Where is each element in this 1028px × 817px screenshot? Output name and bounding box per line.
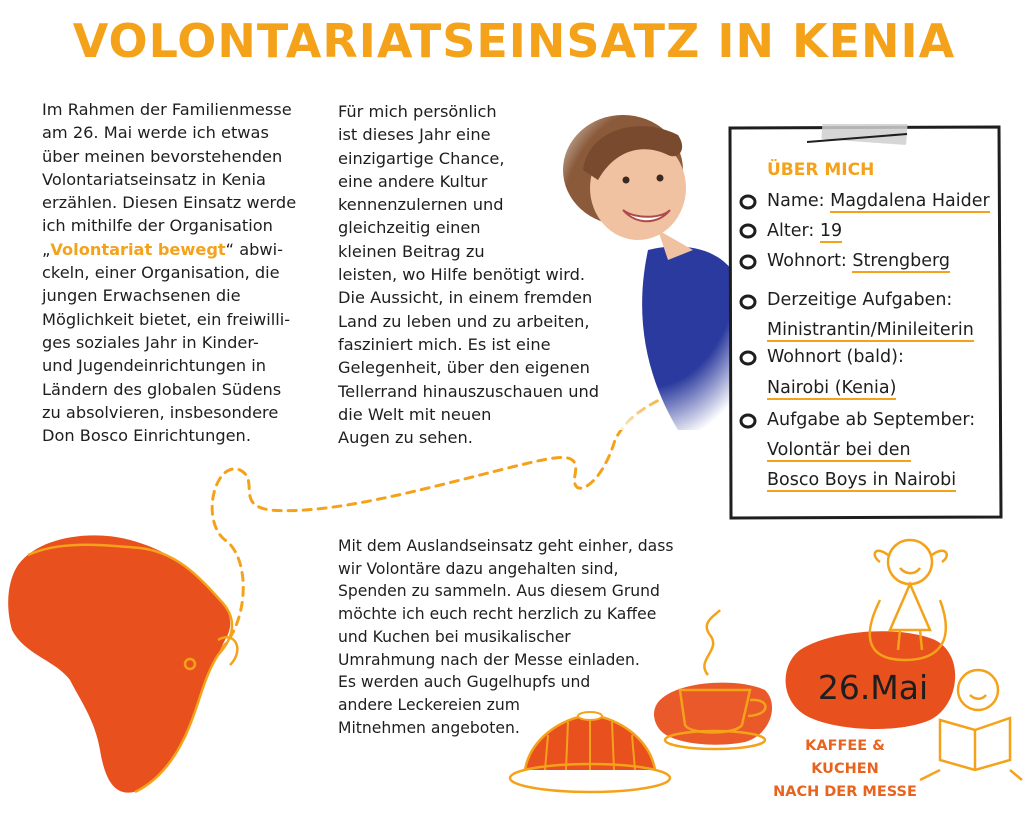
intro-line: am 26. Mai werde ich etwas xyxy=(42,123,269,143)
donation-text xyxy=(338,535,718,739)
future-home-label: Wohnort (bald): xyxy=(767,347,904,367)
org-quote-open: „ xyxy=(42,239,51,259)
event-caption-line2: NACH DER MESSE xyxy=(773,784,917,800)
intro-line: Volontariatseinsatz in Kenia xyxy=(42,169,266,189)
intro-line: über meinen bevorstehenden xyxy=(42,146,283,166)
personal-line: Tellerrand hinauszuschauen und xyxy=(338,381,599,401)
intro-line: jungen Erwachsenen die xyxy=(42,286,241,306)
september-value-wrap-2 xyxy=(767,470,956,490)
personal-line: Die Aussicht, in einem fremden xyxy=(338,288,593,308)
personal-line: Gelegenheit, über den eigenen xyxy=(338,358,590,378)
september-value-wrap-1 xyxy=(767,440,911,460)
donation-line: möchte ich euch recht herzlich zu Kaffee xyxy=(338,605,657,624)
personal-line: eine andere Kultur xyxy=(338,171,488,191)
donation-line: Spenden zu sammeln. Aus diesem Grund xyxy=(338,582,660,601)
donation-line: wir Volontäre dazu angehalten sind, xyxy=(338,559,619,578)
home-value: Strengberg xyxy=(852,251,951,271)
donation-line: und Kuchen bei musikalischer xyxy=(338,627,571,646)
september-value-line1: Volontär bei den xyxy=(767,440,911,460)
name-label: Name: xyxy=(767,191,825,211)
personal-line: leisten, wo Hilfe benötigt wird. xyxy=(338,265,586,285)
page-title: VOLONTARIATSEINSATZ IN KENIA xyxy=(72,14,956,68)
age-value: 19 xyxy=(819,221,843,241)
intro-line: ich mithilfe der Organisation xyxy=(42,216,273,236)
event-date: 26.Mai xyxy=(817,668,929,707)
personal-line: fasziniert mich. Es ist eine xyxy=(338,334,551,354)
tasks-value-wrap xyxy=(767,320,974,340)
future-home-value: Nairobi (Kenia) xyxy=(767,378,897,398)
intro-line: ges soziales Jahr in Kinder- xyxy=(42,332,259,352)
intro-line: und Jugendeinrichtungen in xyxy=(42,356,267,376)
intro-line: erzählen. Diesen Einsatz werde xyxy=(42,193,297,213)
donation-line: Umrahmung nach der Messe einladen. xyxy=(338,650,640,669)
org-quote-close: “ abwi- xyxy=(225,239,283,259)
personal-line: Für mich persönlich xyxy=(338,102,497,121)
intro-line: Im Rahmen der Familienmesse xyxy=(42,100,292,119)
donation-line: Mitnehmen angeboten. xyxy=(338,718,520,737)
donation-line: andere Leckereien zum xyxy=(338,695,520,714)
september-value-line2: Bosco Boys in Nairobi xyxy=(767,470,957,490)
intro-line: Don Bosco Einrichtungen. xyxy=(42,426,251,446)
personal-line: die Welt mit neuen xyxy=(338,404,492,424)
event-caption-line1: KAFFEE & KUCHEN xyxy=(805,738,885,777)
event-caption xyxy=(770,735,920,804)
donation-line: Es werden auch Gugelhupfs und xyxy=(338,673,591,692)
tasks-value: Ministrantin/Minileiterin xyxy=(767,320,974,340)
card-heading: ÜBER MICH xyxy=(767,160,875,180)
card-home-row xyxy=(767,251,950,271)
personal-line: Land zu leben und zu arbeiten, xyxy=(338,311,590,331)
intro-line: Möglichkeit bietet, ein freiwilli- xyxy=(42,309,291,329)
personal-line: einzigartige Chance, xyxy=(338,148,505,168)
home-label: Wohnort: xyxy=(767,251,847,271)
name-value: Magdalena Haider xyxy=(830,191,990,211)
september-label: Aufgabe ab September: xyxy=(767,410,976,430)
intro-line: Ländern des globalen Südens xyxy=(42,379,282,399)
tasks-label: Derzeitige Aufgaben: xyxy=(767,290,953,310)
intro-text xyxy=(42,98,312,447)
age-label: Alter: xyxy=(767,221,815,241)
personal-line: Augen zu sehen. xyxy=(338,428,473,448)
donation-line: Mit dem Auslandseinsatz geht einher, dass xyxy=(338,537,674,555)
future-home-value-wrap xyxy=(767,378,896,398)
card-name-row xyxy=(767,191,990,211)
intro-line: ckeln, einer Organisation, die xyxy=(42,263,280,283)
intro-line-org xyxy=(42,238,312,261)
organisation-name: Volontariat bewegt xyxy=(50,239,226,259)
intro-line: zu absolvieren, insbesondere xyxy=(42,402,279,422)
personal-line: kennenzulernen und xyxy=(338,195,504,215)
personal-text xyxy=(338,100,628,449)
personal-line: ist dieses Jahr eine xyxy=(338,125,491,145)
personal-line: kleinen Beitrag zu xyxy=(338,241,485,261)
africa-map-icon xyxy=(8,535,237,792)
personal-line: gleichzeitig einen xyxy=(338,218,481,238)
card-age-row xyxy=(767,221,842,241)
